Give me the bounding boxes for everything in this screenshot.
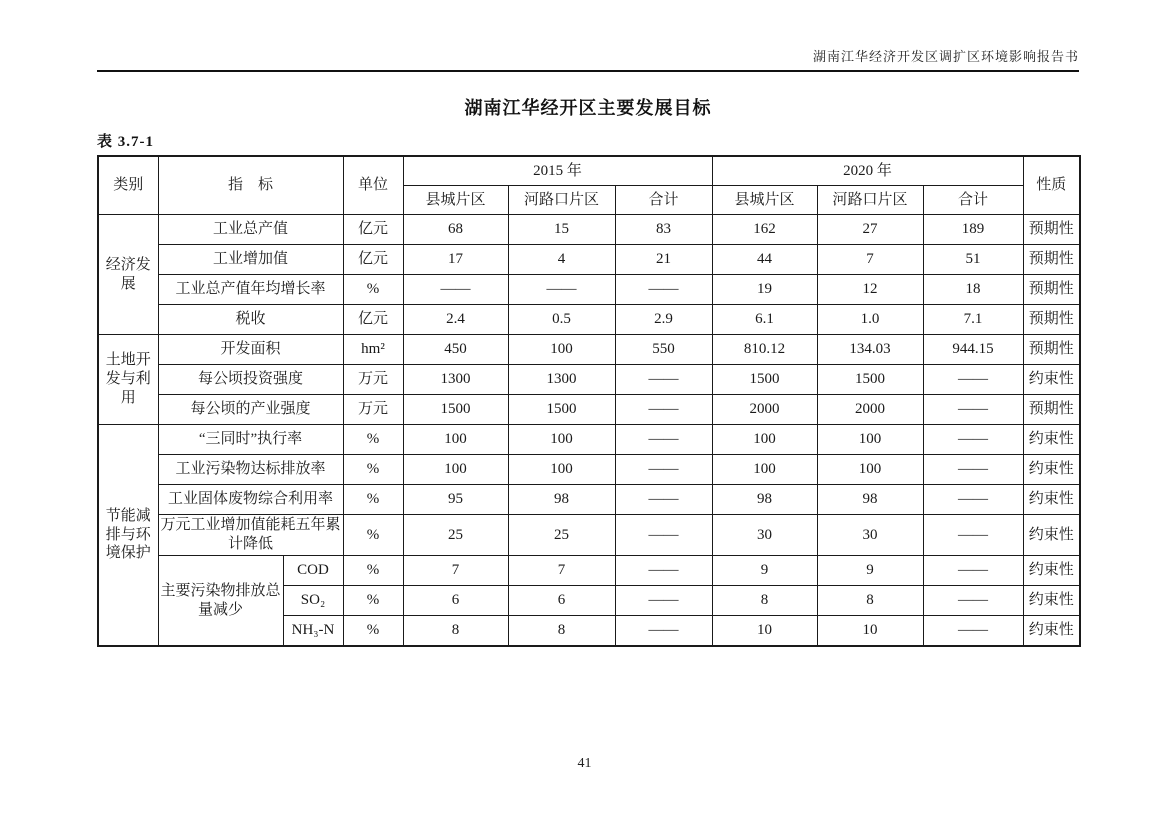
page-number: 41 bbox=[577, 756, 592, 771]
value-cell: 27 bbox=[817, 215, 923, 245]
value-cell: 6 bbox=[508, 586, 615, 616]
value-cell: 189 bbox=[923, 215, 1023, 245]
value-cell: 4 bbox=[508, 245, 615, 275]
col-header-unit: 单位 bbox=[343, 156, 403, 215]
value-cell: 2000 bbox=[817, 395, 923, 425]
nature-cell: 预期性 bbox=[1023, 395, 1080, 425]
value-cell: 550 bbox=[615, 335, 712, 365]
table-row bbox=[98, 245, 1080, 275]
indicator-cell: 工业总产值 bbox=[158, 215, 343, 245]
table-row bbox=[98, 485, 1080, 515]
value-cell: 10 bbox=[817, 616, 923, 647]
value-cell: —— bbox=[923, 425, 1023, 455]
value-cell: —— bbox=[923, 515, 1023, 556]
value-cell: —— bbox=[615, 515, 712, 556]
indicator-cell: 每公顷投资强度 bbox=[158, 365, 343, 395]
value-cell: 944.15 bbox=[923, 335, 1023, 365]
indicator-cell: 开发面积 bbox=[158, 335, 343, 365]
nature-cell: 预期性 bbox=[1023, 215, 1080, 245]
indicator-cell: 工业增加值 bbox=[158, 245, 343, 275]
value-cell: —— bbox=[923, 455, 1023, 485]
col-header-indicator: 指 标 bbox=[158, 156, 343, 215]
table-row bbox=[98, 395, 1080, 425]
indicator-cell: 税收 bbox=[158, 305, 343, 335]
value-cell: 51 bbox=[923, 245, 1023, 275]
value-cell: 19 bbox=[712, 275, 817, 305]
nature-cell: 约束性 bbox=[1023, 485, 1080, 515]
value-cell: 10 bbox=[712, 616, 817, 647]
indicator-cell: NH₃-N bbox=[283, 616, 343, 647]
value-cell: 9 bbox=[817, 556, 923, 586]
unit-cell: % bbox=[343, 485, 403, 515]
value-cell: —— bbox=[508, 275, 615, 305]
value-cell: 7 bbox=[508, 556, 615, 586]
value-cell: —— bbox=[615, 365, 712, 395]
value-cell: 8 bbox=[712, 586, 817, 616]
unit-cell: 亿元 bbox=[343, 245, 403, 275]
unit-cell: hm² bbox=[343, 335, 403, 365]
nature-cell: 约束性 bbox=[1023, 425, 1080, 455]
header-row-1 bbox=[98, 156, 1080, 186]
value-cell: 17 bbox=[403, 245, 508, 275]
value-cell: 6.1 bbox=[712, 305, 817, 335]
indicator-cell: 万元工业增加值能耗五年累计降低 bbox=[158, 515, 343, 556]
nature-cell: 预期性 bbox=[1023, 245, 1080, 275]
col-header-total-2020: 合计 bbox=[923, 186, 1023, 215]
unit-cell: % bbox=[343, 556, 403, 586]
value-cell: —— bbox=[615, 455, 712, 485]
value-cell: 68 bbox=[403, 215, 508, 245]
value-cell: 1500 bbox=[817, 365, 923, 395]
value-cell: 30 bbox=[817, 515, 923, 556]
col-header-district1-2020: 县城片区 bbox=[712, 186, 817, 215]
value-cell: 100 bbox=[712, 455, 817, 485]
value-cell: 1500 bbox=[712, 365, 817, 395]
value-cell: —— bbox=[923, 616, 1023, 647]
table-row bbox=[98, 556, 1080, 586]
value-cell: —— bbox=[923, 586, 1023, 616]
nature-cell: 约束性 bbox=[1023, 365, 1080, 395]
value-cell: 1.0 bbox=[817, 305, 923, 335]
nature-cell: 约束性 bbox=[1023, 556, 1080, 586]
value-cell: 25 bbox=[508, 515, 615, 556]
indicator-cell: 工业污染物达标排放率 bbox=[158, 455, 343, 485]
value-cell: —— bbox=[615, 425, 712, 455]
value-cell: 1500 bbox=[403, 395, 508, 425]
table-row bbox=[98, 455, 1080, 485]
value-cell: 810.12 bbox=[712, 335, 817, 365]
col-header-total-2015: 合计 bbox=[615, 186, 712, 215]
value-cell: 100 bbox=[508, 455, 615, 485]
nature-cell: 约束性 bbox=[1023, 515, 1080, 556]
value-cell: 15 bbox=[508, 215, 615, 245]
category-cell: 经济发展 bbox=[98, 215, 158, 335]
table-label: 表 3.7-1 bbox=[97, 134, 154, 150]
col-header-category: 类别 bbox=[98, 156, 158, 215]
value-cell: 450 bbox=[403, 335, 508, 365]
col-header-district2-2015: 河路口片区 bbox=[508, 186, 615, 215]
value-cell: —— bbox=[923, 556, 1023, 586]
value-cell: 83 bbox=[615, 215, 712, 245]
value-cell: 8 bbox=[817, 586, 923, 616]
value-cell: 100 bbox=[403, 455, 508, 485]
value-cell: —— bbox=[403, 275, 508, 305]
value-cell: —— bbox=[615, 616, 712, 647]
col-header-year-2015: 2015 年 bbox=[403, 156, 712, 186]
value-cell: 2000 bbox=[712, 395, 817, 425]
running-header-text: 湖南江华经济开发区调扩区环境影响报告书 bbox=[812, 49, 1079, 64]
value-cell: —— bbox=[615, 395, 712, 425]
value-cell: 12 bbox=[817, 275, 923, 305]
value-cell: 44 bbox=[712, 245, 817, 275]
value-cell: 7 bbox=[403, 556, 508, 586]
page-title: 湖南江华经开区主要发展目标 bbox=[464, 98, 712, 118]
value-cell: 134.03 bbox=[817, 335, 923, 365]
table-row bbox=[98, 515, 1080, 556]
value-cell: 30 bbox=[712, 515, 817, 556]
header-rule bbox=[97, 70, 1079, 72]
unit-cell: % bbox=[343, 455, 403, 485]
nature-cell: 预期性 bbox=[1023, 335, 1080, 365]
unit-cell: 万元 bbox=[343, 395, 403, 425]
value-cell: 100 bbox=[817, 455, 923, 485]
value-cell: 8 bbox=[403, 616, 508, 647]
value-cell: 98 bbox=[712, 485, 817, 515]
unit-cell: 亿元 bbox=[343, 215, 403, 245]
value-cell: 162 bbox=[712, 215, 817, 245]
nature-cell: 约束性 bbox=[1023, 455, 1080, 485]
value-cell: 100 bbox=[508, 335, 615, 365]
value-cell: 100 bbox=[712, 425, 817, 455]
col-header-nature: 性质 bbox=[1023, 156, 1080, 215]
value-cell: 21 bbox=[615, 245, 712, 275]
table-row bbox=[98, 425, 1080, 455]
value-cell: 98 bbox=[817, 485, 923, 515]
value-cell: —— bbox=[615, 485, 712, 515]
subgroup-cell: 主要污染物排放总量减少 bbox=[158, 556, 283, 647]
unit-cell: % bbox=[343, 586, 403, 616]
indicator-cell: COD bbox=[283, 556, 343, 586]
indicator-cell: 工业总产值年均增长率 bbox=[158, 275, 343, 305]
col-header-year-2020: 2020 年 bbox=[712, 156, 1023, 186]
value-cell: —— bbox=[923, 365, 1023, 395]
value-cell: —— bbox=[615, 586, 712, 616]
unit-cell: % bbox=[343, 616, 403, 647]
value-cell: 1300 bbox=[508, 365, 615, 395]
value-cell: 9 bbox=[712, 556, 817, 586]
value-cell: 1300 bbox=[403, 365, 508, 395]
nature-cell: 约束性 bbox=[1023, 616, 1080, 647]
value-cell: 98 bbox=[508, 485, 615, 515]
running-header bbox=[97, 48, 1079, 65]
value-cell: 100 bbox=[403, 425, 508, 455]
value-cell: 1500 bbox=[508, 395, 615, 425]
col-header-district1-2015: 县城片区 bbox=[403, 186, 508, 215]
value-cell: —— bbox=[615, 275, 712, 305]
value-cell: 7 bbox=[817, 245, 923, 275]
unit-cell: 万元 bbox=[343, 365, 403, 395]
unit-cell: 亿元 bbox=[343, 305, 403, 335]
value-cell: 18 bbox=[923, 275, 1023, 305]
nature-cell: 预期性 bbox=[1023, 305, 1080, 335]
table-row bbox=[98, 365, 1080, 395]
nature-cell: 预期性 bbox=[1023, 275, 1080, 305]
value-cell: 100 bbox=[817, 425, 923, 455]
indicator-cell: “三同时”执行率 bbox=[158, 425, 343, 455]
category-cell: 节能减排与环境保护 bbox=[98, 425, 158, 647]
value-cell: 2.9 bbox=[615, 305, 712, 335]
nature-cell: 约束性 bbox=[1023, 586, 1080, 616]
unit-cell: % bbox=[343, 515, 403, 556]
value-cell: —— bbox=[615, 556, 712, 586]
indicator-cell: 工业固体废物综合利用率 bbox=[158, 485, 343, 515]
value-cell: 0.5 bbox=[508, 305, 615, 335]
table-row bbox=[98, 305, 1080, 335]
value-cell: 6 bbox=[403, 586, 508, 616]
unit-cell: % bbox=[343, 425, 403, 455]
category-cell: 土地开发与利用 bbox=[98, 335, 158, 425]
unit-cell: % bbox=[343, 275, 403, 305]
value-cell: 8 bbox=[508, 616, 615, 647]
col-header-district2-2020: 河路口片区 bbox=[817, 186, 923, 215]
table-row bbox=[98, 215, 1080, 245]
value-cell: 2.4 bbox=[403, 305, 508, 335]
value-cell: —— bbox=[923, 485, 1023, 515]
value-cell: 100 bbox=[508, 425, 615, 455]
development-goals-table bbox=[97, 155, 1081, 647]
indicator-cell: SO₂ bbox=[283, 586, 343, 616]
value-cell: 25 bbox=[403, 515, 508, 556]
value-cell: —— bbox=[923, 395, 1023, 425]
table-row bbox=[98, 335, 1080, 365]
table-row bbox=[98, 275, 1080, 305]
indicator-cell: 每公顷的产业强度 bbox=[158, 395, 343, 425]
value-cell: 95 bbox=[403, 485, 508, 515]
value-cell: 7.1 bbox=[923, 305, 1023, 335]
